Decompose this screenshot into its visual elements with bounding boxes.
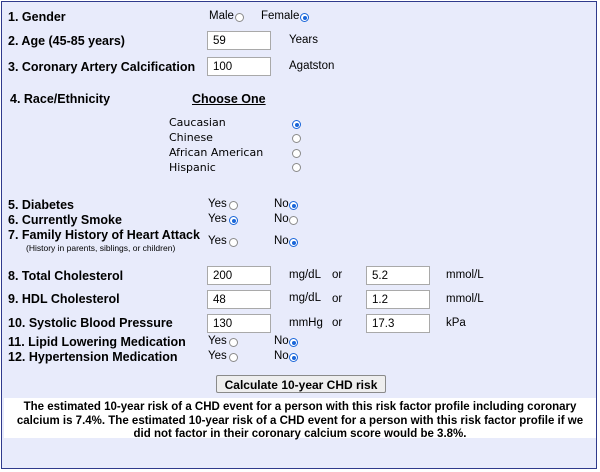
gender-label: 1. Gender [8, 10, 66, 24]
hdl-mmol-input[interactable] [366, 290, 430, 309]
gender-male-radio[interactable] [235, 13, 244, 22]
diabetes-yes-label: Yes [208, 198, 227, 210]
diabetes-yes-radio[interactable] [229, 201, 238, 210]
lipid-yes-label: Yes [208, 335, 227, 347]
race-option-hispanic: Hispanic [169, 161, 216, 174]
age-label: 2. Age (45-85 years) [8, 34, 125, 48]
hdl-label: 9. HDL Cholesterol [8, 292, 120, 306]
family-history-yes-label: Yes [208, 235, 227, 247]
smoke-no-radio[interactable] [289, 216, 298, 225]
calculator-panel [1, 1, 597, 469]
smoke-yes-label: Yes [208, 213, 227, 225]
age-unit: Years [289, 34, 318, 46]
family-history-yes-radio[interactable] [229, 238, 238, 247]
race-chinese-radio[interactable] [292, 134, 301, 143]
race-caucasian-radio[interactable] [292, 120, 301, 129]
lipid-no-radio[interactable] [289, 338, 298, 347]
systolic-bp-kpa-input[interactable] [366, 314, 430, 333]
race-african-american-radio[interactable] [292, 149, 301, 158]
hypertension-yes-radio[interactable] [229, 353, 238, 362]
family-history-no-radio[interactable] [289, 238, 298, 247]
lipid-medication-label: 11. Lipid Lowering Medication [8, 335, 186, 349]
diabetes-label: 5. Diabetes [8, 198, 75, 212]
race-label: 4. Race/Ethnicity [10, 92, 111, 106]
total-cholesterol-mgdl-unit: mg/dL [289, 269, 321, 281]
gender-female-radio[interactable] [300, 13, 309, 22]
choose-one-heading: Choose One [192, 92, 266, 106]
diabetes-no-radio[interactable] [289, 201, 298, 210]
family-history-label: 7. Family History of Heart Attack [8, 228, 200, 242]
systolic-bp-or: or [332, 317, 343, 329]
calcification-input[interactable] [207, 57, 271, 76]
hypertension-medication-label: 12. Hypertension Medication [8, 350, 178, 364]
risk-result-text: The estimated 10-year risk of a CHD event for a person with this risk factor profile including coronary calcium is 7.4%. The estimated 10-year risk of a CHD event for a person with this risk factor profile if we did not factor in their coronary calcium score would be 3.8%. [4, 398, 596, 438]
age-input[interactable] [207, 31, 271, 50]
total-cholesterol-mgdl-input[interactable] [207, 266, 271, 285]
calcification-unit: Agatston [289, 60, 335, 72]
total-cholesterol-label: 8. Total Cholesterol [8, 269, 124, 283]
total-cholesterol-or: or [332, 269, 343, 281]
gender-female-label: Female [261, 10, 300, 22]
systolic-bp-mmhg-input[interactable] [207, 314, 271, 333]
family-history-no-label: No [274, 235, 289, 247]
race-hispanic-radio[interactable] [292, 163, 301, 172]
hdl-mmol-unit: mmol/L [446, 293, 484, 305]
diabetes-no-label: No [274, 198, 289, 210]
lipid-yes-radio[interactable] [229, 338, 238, 347]
systolic-bp-kpa-unit: kPa [446, 317, 466, 329]
family-history-sublabel: (History in parents, siblings, or children) [26, 243, 176, 253]
systolic-bp-mmhg-unit: mmHg [289, 317, 323, 329]
smoke-no-label: No [274, 213, 289, 225]
systolic-bp-label: 10. Systolic Blood Pressure [8, 316, 173, 330]
race-option-african-american: African American [169, 146, 264, 159]
race-option-chinese: Chinese [169, 131, 213, 144]
calculate-risk-button[interactable]: Calculate 10-year CHD risk [216, 375, 386, 393]
total-cholesterol-mmol-input[interactable] [366, 266, 430, 285]
gender-male-label: Male [209, 10, 234, 22]
total-cholesterol-mmol-unit: mmol/L [446, 269, 484, 281]
calcification-label: 3. Coronary Artery Calcification [8, 60, 196, 74]
lipid-no-label: No [274, 335, 289, 347]
hdl-mgdl-unit: mg/dL [289, 292, 321, 304]
hypertension-yes-label: Yes [208, 350, 227, 362]
race-option-caucasian: Caucasian [169, 116, 226, 129]
hypertension-no-radio[interactable] [289, 353, 298, 362]
hdl-mgdl-input[interactable] [207, 290, 271, 309]
hypertension-no-label: No [274, 350, 289, 362]
smoke-label: 6. Currently Smoke [8, 213, 122, 227]
smoke-yes-radio[interactable] [229, 216, 238, 225]
hdl-or: or [332, 293, 343, 305]
